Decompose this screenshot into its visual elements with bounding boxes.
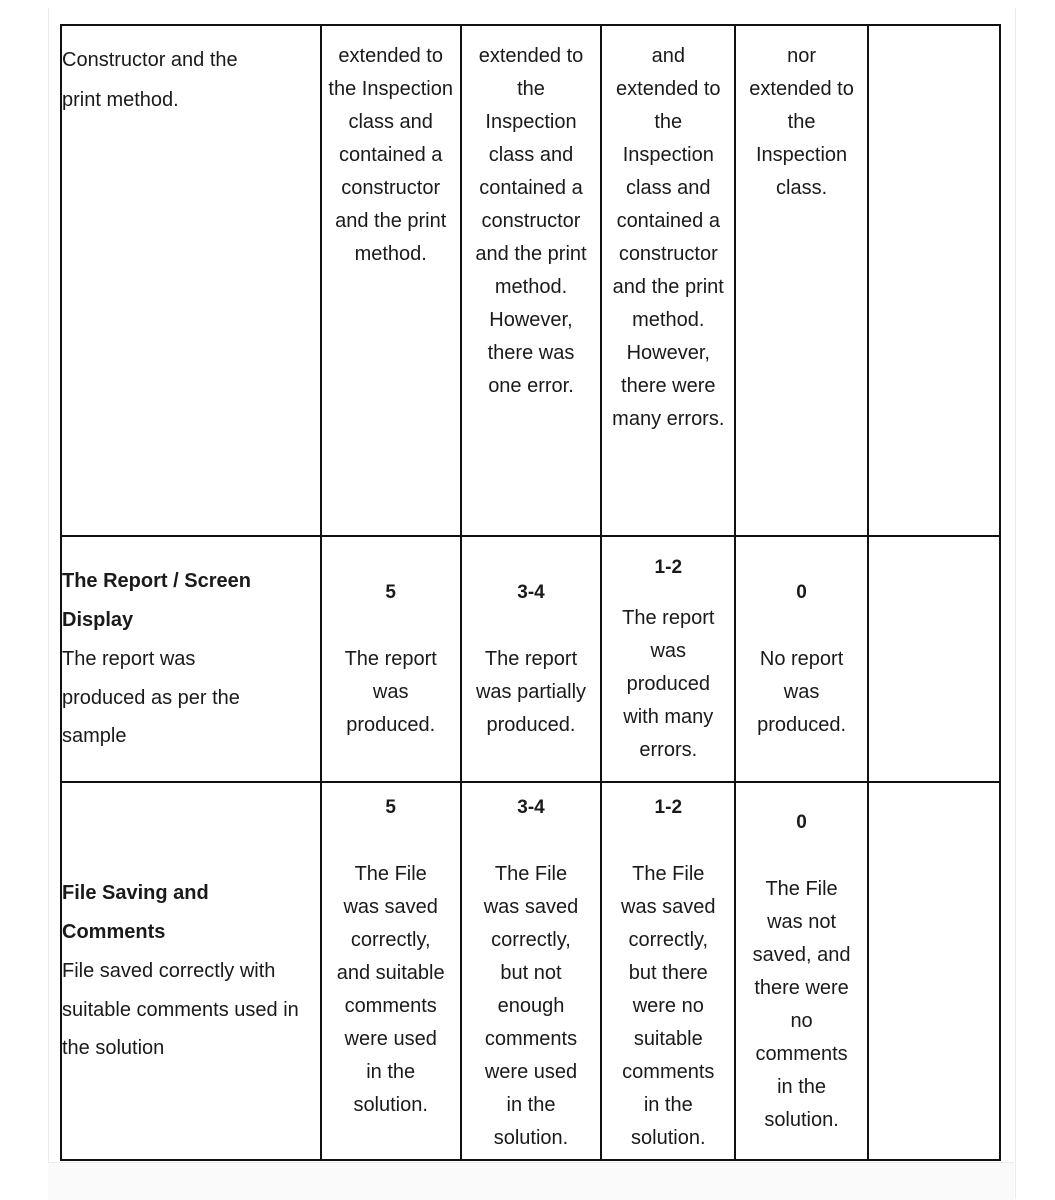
level-description: The File was saved correctly, but there were no suitable comments in the solution. <box>621 863 716 1149</box>
criterion-cell <box>61 25 321 536</box>
level-description: nor extended to the Inspection class. <box>749 45 854 199</box>
level-description: No report was produced. <box>757 648 847 736</box>
level-cell-low <box>601 782 735 1160</box>
level-description: The report was partially produced. <box>475 648 587 736</box>
criterion-cell <box>61 782 321 1160</box>
criterion-title: The Report / Screen Display <box>62 570 251 632</box>
level-description: The report was produced. <box>344 648 437 736</box>
page-bottom-band <box>48 1162 1014 1200</box>
level-score: 0 <box>796 582 807 603</box>
level-score: 1-2 <box>654 797 683 818</box>
level-score: 1-2 <box>654 557 683 578</box>
level-description: The report was produced with many errors. <box>622 607 715 761</box>
level-description: The File was saved correctly, and suitable comments were used in the solution. <box>336 863 445 1116</box>
empty-score-cell <box>868 782 1000 1160</box>
level-cell-partial <box>461 782 601 1160</box>
rubric-row-report <box>61 536 1000 782</box>
criterion-description: File saved correctly with suitable comments used in the solution <box>62 960 299 1060</box>
empty-score-cell <box>868 536 1000 782</box>
level-cell-full <box>321 536 461 782</box>
level-cell-zero <box>735 25 867 536</box>
level-score: 5 <box>385 797 396 818</box>
level-cell-zero <box>735 536 867 782</box>
criterion-title: File Saving and Comments <box>62 882 209 944</box>
level-cell-partial <box>461 25 601 536</box>
level-cell-zero <box>735 782 867 1160</box>
level-score: 3-4 <box>517 797 545 818</box>
level-cell-full <box>321 782 461 1160</box>
rubric-table <box>60 24 1001 1161</box>
level-description: extended to the Inspection class and contained a constructor and the print method. However, there was one error. <box>475 45 587 397</box>
criterion-cell <box>61 536 321 782</box>
level-cell-low <box>601 536 735 782</box>
criterion-description: The report was produced as per the sample <box>62 648 240 748</box>
level-description: extended to the Inspection class and contained a constructor and the print method. <box>328 45 453 265</box>
criterion-description: Constructor and the print method. <box>62 49 238 111</box>
rubric-row-file-saving <box>61 782 1000 1160</box>
level-description: The File was not saved, and there were no comments in the solution. <box>752 877 851 1131</box>
level-cell-partial <box>461 536 601 782</box>
empty-score-cell <box>868 25 1000 536</box>
rubric-row-constructor <box>61 25 1000 536</box>
level-score: 3-4 <box>517 582 545 603</box>
level-description: The File was saved correctly, but not enough comments were used in the solution. <box>483 863 579 1149</box>
level-cell-full <box>321 25 461 536</box>
level-cell-low <box>601 25 735 536</box>
level-score: 5 <box>385 582 396 603</box>
level-score: 0 <box>796 811 807 833</box>
level-description: and extended to the Inspection class and contained a constructor and the print method. However, there were many errors. <box>612 45 725 430</box>
